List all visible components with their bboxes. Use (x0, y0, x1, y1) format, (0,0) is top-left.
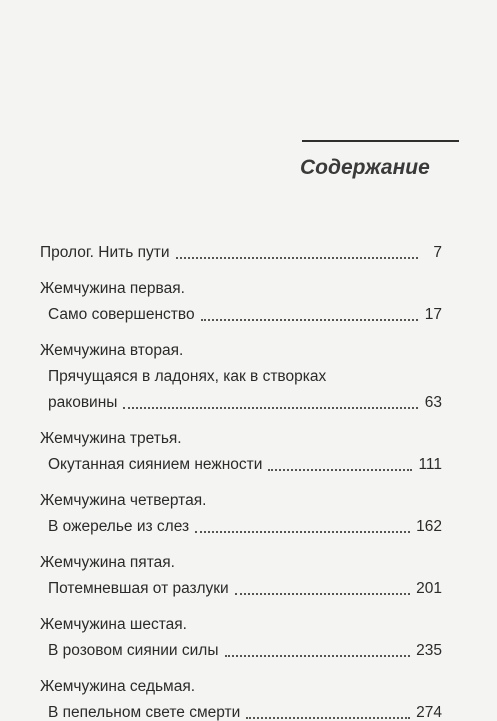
toc-chapter-subtitle: Само совершенство (48, 306, 195, 323)
toc-entry-1 (40, 276, 442, 328)
dot-leader (235, 592, 410, 595)
toc-line (40, 700, 442, 721)
toc-page-number: 201 (416, 580, 442, 597)
toc-line (40, 514, 442, 540)
toc-line (40, 302, 442, 328)
toc-entry-7 (40, 674, 442, 721)
toc-page-number: 7 (433, 244, 442, 261)
dot-leader (268, 468, 412, 471)
toc-chapter-heading: Жемчужина седьмая. (40, 678, 196, 695)
toc-chapter-subtitle: В пепельном свете смерти (48, 704, 241, 721)
toc-line (40, 638, 442, 664)
table-of-contents (40, 240, 442, 721)
toc-chapter-subtitle: В ожерелье из слез (48, 518, 190, 535)
toc-entry-2 (40, 338, 442, 416)
toc-entry-6 (40, 612, 442, 664)
toc-entry-3 (40, 426, 442, 478)
toc-chapter-heading: Жемчужина первая. (40, 280, 185, 297)
dot-leader (123, 406, 418, 409)
toc-chapter-heading: Жемчужина пятая. (40, 554, 175, 571)
dot-leader (201, 318, 418, 321)
dot-leader (246, 716, 410, 719)
toc-entry-4 (40, 488, 442, 540)
dot-leader (225, 654, 411, 657)
toc-entry-title: Пролог. Нить пути (40, 244, 170, 261)
dot-leader (195, 530, 410, 533)
toc-line (40, 390, 442, 416)
toc-page-number: 111 (418, 456, 442, 473)
toc-page-number: 274 (416, 704, 442, 721)
title-rule (302, 140, 459, 142)
toc-chapter-heading: Жемчужина вторая. (40, 342, 184, 359)
toc-chapter-subtitle-cont: раковины (48, 394, 118, 411)
toc-chapter-heading: Жемчужина четвертая. (40, 492, 207, 509)
toc-entry-prologue (40, 240, 442, 266)
toc-chapter-heading: Жемчужина третья. (40, 430, 182, 447)
toc-entry-5 (40, 550, 442, 602)
toc-chapter-subtitle: Потемневшая от разлуки (48, 580, 229, 597)
contents-title: Содержание (300, 156, 430, 179)
toc-chapter-heading: Жемчужина шестая. (40, 616, 187, 633)
contents-title-block (300, 140, 460, 180)
toc-chapter-subtitle: В розовом сиянии силы (48, 642, 219, 659)
toc-page-number: 63 (424, 394, 442, 411)
toc-chapter-subtitle: Прячущаяся в ладонях, как в створках (48, 368, 327, 385)
toc-page-number: 235 (416, 642, 442, 659)
toc-chapter-subtitle: Окутанная сиянием нежности (48, 456, 263, 473)
toc-line (40, 576, 442, 602)
toc-page-number: 17 (424, 306, 442, 323)
toc-page-number: 162 (416, 518, 442, 535)
toc-line (40, 452, 442, 478)
toc-line (40, 240, 442, 266)
dot-leader (176, 256, 419, 259)
